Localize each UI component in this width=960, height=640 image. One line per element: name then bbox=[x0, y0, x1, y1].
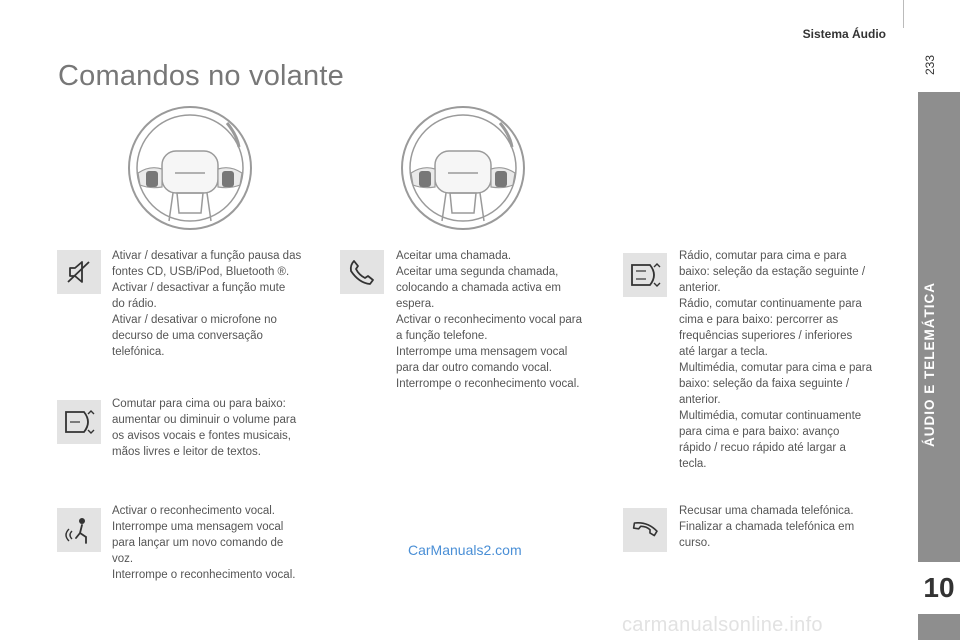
item-volume-text bbox=[112, 396, 327, 460]
text-line: para dar outro comando vocal. bbox=[396, 362, 552, 374]
text-line: anterior. bbox=[679, 282, 721, 294]
chapter-sidebar bbox=[918, 92, 960, 640]
text-line: tecla. bbox=[679, 458, 707, 470]
text-line: até largar a tecla. bbox=[679, 346, 768, 358]
text-line: colocando a chamada activa em bbox=[396, 282, 561, 294]
text-line: rápido / recuo rápido até largar a bbox=[679, 442, 846, 454]
text-line: curso. bbox=[679, 537, 711, 549]
steering-wheel-right-illustration bbox=[398, 103, 528, 233]
mute-icon bbox=[62, 255, 96, 289]
text-line: Multimédia, comutar para cima e para bbox=[679, 362, 873, 374]
chapter-number: 10 bbox=[923, 572, 955, 603]
voice-command-icon-box bbox=[57, 508, 101, 552]
text-line: mãos livres e leitor de textos. bbox=[112, 446, 261, 458]
text-line: Recusar uma chamada telefónica. bbox=[679, 505, 854, 517]
text-line: aumentar ou diminuir o volume para bbox=[112, 414, 297, 426]
watermark: CarManuals2.com bbox=[408, 542, 522, 558]
section-title: Sistema Áudio bbox=[802, 27, 886, 41]
text-line: para cima e para baixo: avanço bbox=[679, 426, 840, 438]
text-line: frequências superiores / inferiores bbox=[679, 330, 853, 342]
text-line: Activar o reconhecimento vocal. bbox=[112, 505, 275, 517]
text-line: baixo: seleção da faixa seguinte / bbox=[679, 378, 850, 390]
steering-wheel-left-illustration bbox=[125, 103, 255, 233]
chapter-number-box bbox=[918, 562, 960, 614]
text-line: Rádio, comutar continuamente para bbox=[679, 298, 862, 310]
text-line: Interrompe uma mensagem vocal bbox=[112, 521, 284, 533]
text-line: telefónica. bbox=[112, 346, 165, 358]
text-line: Finalizar a chamada telefónica em bbox=[679, 521, 855, 533]
text-line: do rádio. bbox=[112, 298, 157, 310]
text-line: para lançar um novo comando de bbox=[112, 537, 284, 549]
volume-switch-icon-box bbox=[57, 400, 101, 444]
mute-icon-box bbox=[57, 250, 101, 294]
text-line: Multimédia, comutar continuamente bbox=[679, 410, 862, 422]
item-voice-text bbox=[112, 503, 327, 583]
item-accept-call-text bbox=[396, 248, 611, 392]
item-hang-up-text bbox=[679, 503, 894, 551]
text-line: Activar / desactivar a função mute bbox=[112, 282, 286, 294]
chapter-label: ÁUDIO E TELEMÁTICA bbox=[922, 282, 937, 447]
item-mute-text bbox=[112, 248, 327, 360]
volume-switch-icon bbox=[62, 405, 96, 439]
text-line: cima e para baixo: percorrer as bbox=[679, 314, 839, 326]
text-line: Ativar / desativar a função pausa das bbox=[112, 250, 302, 262]
text-line: Activar o reconhecimento vocal para bbox=[396, 314, 583, 326]
text-line: fontes CD, USB/iPod, Bluetooth ®. bbox=[112, 266, 290, 278]
text-line: Interrompe uma mensagem vocal bbox=[396, 346, 568, 358]
scroll-switch-icon bbox=[628, 258, 662, 292]
footer-watermark: carmanualsonline.info bbox=[622, 614, 823, 636]
accept-call-icon-box bbox=[340, 250, 384, 294]
accept-call-icon bbox=[345, 255, 379, 289]
page-title: Comandos no volante bbox=[58, 60, 344, 92]
text-line: Ativar / desativar o microfone no bbox=[112, 314, 277, 326]
text-line: Aceitar uma chamada. bbox=[396, 250, 512, 262]
text-line: baixo: seleção da estação seguinte / bbox=[679, 266, 866, 278]
scroll-switch-icon-box bbox=[623, 253, 667, 297]
text-line: Interrompe o reconhecimento vocal. bbox=[396, 378, 580, 390]
top-rule bbox=[903, 0, 904, 28]
text-line: decurso de uma conversação bbox=[112, 330, 263, 342]
hang-up-icon-box bbox=[623, 508, 667, 552]
text-line: Rádio, comutar para cima e para bbox=[679, 250, 847, 262]
voice-command-icon bbox=[62, 513, 96, 547]
page-number: 233 bbox=[922, 54, 937, 76]
text-line: Interrompe o reconhecimento vocal. bbox=[112, 569, 296, 581]
hang-up-icon bbox=[628, 513, 662, 547]
text-line: a função telefone. bbox=[396, 330, 488, 342]
text-line: voz. bbox=[112, 553, 134, 565]
text-line: os avisos vocais e fontes musicais, bbox=[112, 430, 291, 442]
text-line: anterior. bbox=[679, 394, 721, 406]
text-line: Aceitar uma segunda chamada, bbox=[396, 266, 559, 278]
item-scroll-text bbox=[679, 248, 894, 472]
text-line: Comutar para cima ou para baixo: bbox=[112, 398, 286, 410]
text-line: espera. bbox=[396, 298, 435, 310]
